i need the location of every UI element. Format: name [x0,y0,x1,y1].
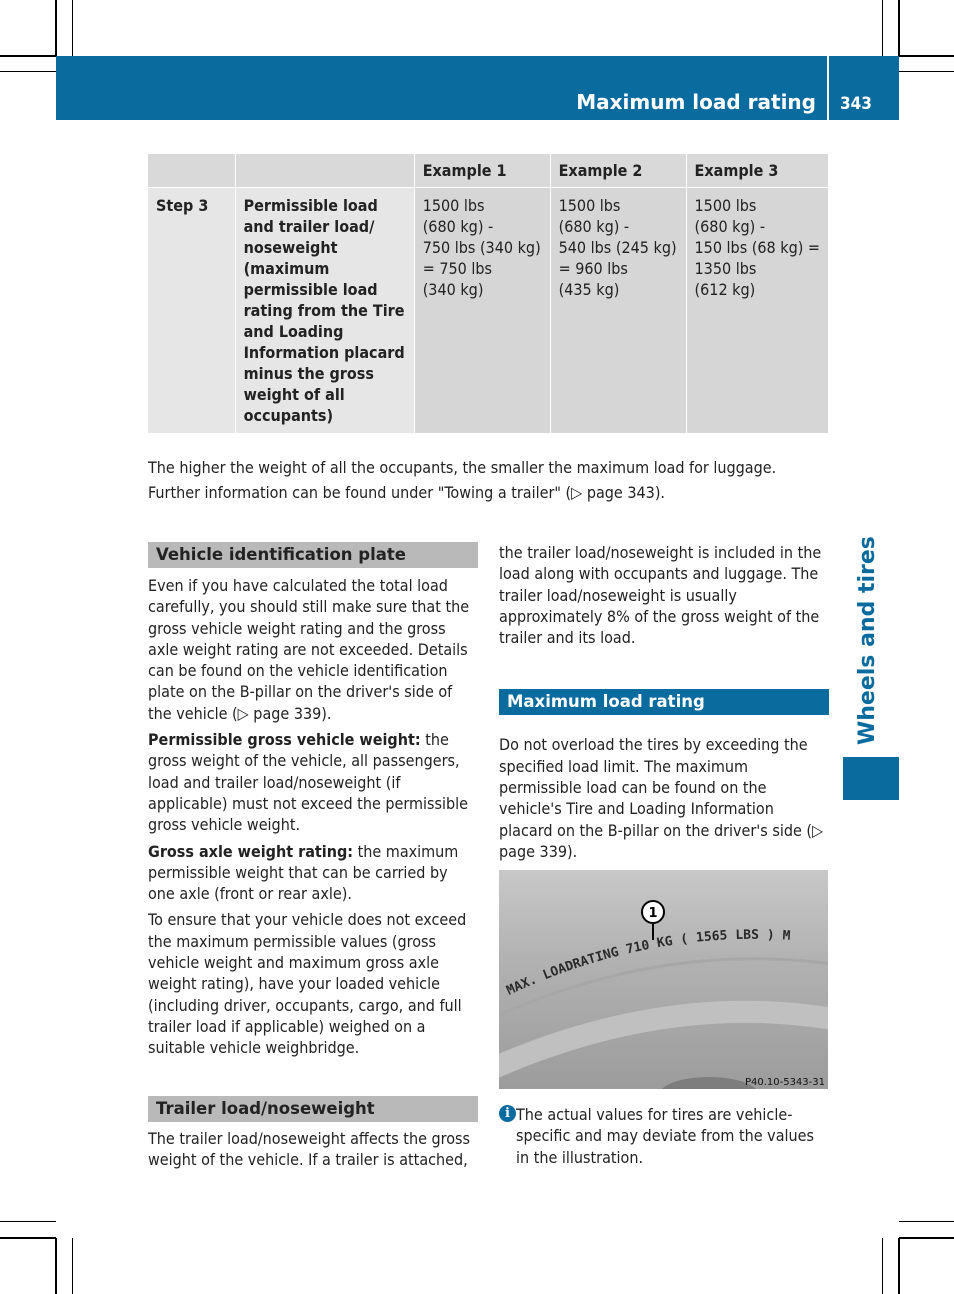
image-code: P40.10-5343-31 [744,1077,825,1088]
page-number: 343 [840,94,872,114]
info-icon: i [499,1105,516,1122]
callout-number: 1 [648,906,658,921]
crop-mark [899,71,954,72]
pgvw-paragraph: Permissible gross vehicle weight: the gross weight of the vehicle, all passengers, load and trailer load/noseweight (if applicable) must not exceed the permissible gross vehicle weight. [148,730,469,835]
description-cell: Permissible load and trailer load/ noseweight (maximum permissible load rating from the Tire and Loading Information placard minus the gross weight of all occupants) [235,188,414,433]
crop-mark [882,1238,883,1294]
tire-sidewall-illustration [499,870,828,1089]
value-line: 1500 lbs [422,196,485,215]
intro-paragraph: The higher the weight of all the occupants, the smaller the maximum load for luggage. [148,458,777,477]
crop-mark [899,1221,954,1222]
table-header-cell [235,154,414,188]
crop-mark [899,1237,954,1239]
term: Permissible gross vehicle weight: [148,730,421,750]
section-heading-maximum-load-rating: Maximum load rating [499,689,829,715]
tire-sidewall-photo [499,870,828,1089]
gawr-paragraph: Gross axle weight rating: the maximum permissible weight that can be carried by one axle (front or rear axle). [148,841,459,904]
crop-mark [0,1221,56,1222]
towing-reference[interactable]: Further information can be found under "Towing a trailer" (▷ page 343). [148,483,665,502]
crop-mark [0,71,56,72]
value-line: (680 kg) - [558,217,630,236]
table-header-example-2: Example 2 [550,154,686,188]
value-line: 750 lbs (340 kg) [422,238,541,257]
value-line: 150 lbs (68 kg) = [694,238,820,257]
chapter-tab-marker [843,757,899,800]
crop-mark [0,55,56,57]
trailer-paragraph: The trailer load/noseweight affects the gross weight of the vehicle. If a trailer is attached, [148,1128,470,1169]
crop-mark [899,55,954,57]
left-column [148,542,478,1175]
example-1-cell [414,188,550,433]
right-column [499,542,829,867]
section-heading-vehicle-identification-plate: Vehicle identification plate [148,542,478,568]
crop-mark [55,0,57,56]
value-line: = 750 lbs [422,259,492,278]
header-divider [827,56,829,120]
page-title: Maximum load rating [576,90,816,114]
value-line: 1350 lbs [694,259,757,278]
table-header-row [148,154,828,188]
crop-mark [898,1238,900,1294]
table-header-example-3: Example 3 [686,154,828,188]
section-heading-trailer-load: Trailer load/noseweight [148,1096,478,1122]
value-line: = 960 lbs [558,259,628,278]
crop-mark [0,1237,56,1239]
vip-paragraph: Even if you have calculated the total load carefully, you should still make sure that the gross vehicle weight rating and the gross axle weight rating are not exceeded. Details can be found on the vehicle identification plate on the B-pillar on the driver's side of the vehicle (▷ page 339). [148,576,470,723]
value-line: (680 kg) - [694,217,766,236]
sidewall-text: MAX. LOADRATING 710 KG ( 1565 LBS ) M [504,927,791,999]
load-examples-table [148,154,828,433]
step-cell: Step 3 [148,188,235,433]
value-line: (435 kg) [558,280,620,299]
value-line: (340 kg) [422,280,484,299]
chapter-tab-label[interactable]: Wheels and tires [855,536,880,745]
crop-mark [55,1238,57,1294]
crop-mark [898,0,900,56]
value-line: (612 kg) [694,280,756,299]
crop-mark [882,0,883,56]
value-line: (680 kg) - [422,217,494,236]
crop-mark [72,1238,73,1294]
mlr-paragraph: Do not overload the tires by exceeding the specified load limit. The maximum permissible load can be found on the vehicle's Tire and Loading Information placard on the B-pillar on the driver's side (▷ page 339). [499,735,824,861]
rim-highlight [499,1012,828,1070]
term: Gross axle weight rating: [148,841,354,861]
example-3-cell [686,188,828,433]
trailer-continued-paragraph: the trailer load/noseweight is included in the load along with occupants and luggage. The trailer load/noseweight is usually approximately 8% of the gross weight of the trailer and its load. [499,543,822,648]
value-line: 1500 lbs [558,196,621,215]
info-note: The actual values for tires are vehicle-specific and may deviate from the values in the illustration. [516,1105,814,1167]
ensure-paragraph: To ensure that your vehicle does not exceed the maximum permissible values (gross vehicle weight and maximum gross axle weight rating), have your loaded vehicle (including driver, occupants, cargo, and full trailer load if applicable) weighed on a suitable vehicle weighbridge. [148,910,467,1058]
example-2-cell [550,188,686,433]
table-row [148,188,828,433]
value-line: 540 lbs (245 kg) [558,238,677,257]
value-line: 1500 lbs [694,196,757,215]
table-header-cell [148,154,235,188]
crop-mark [72,0,73,56]
table-header-example-1: Example 1 [414,154,550,188]
